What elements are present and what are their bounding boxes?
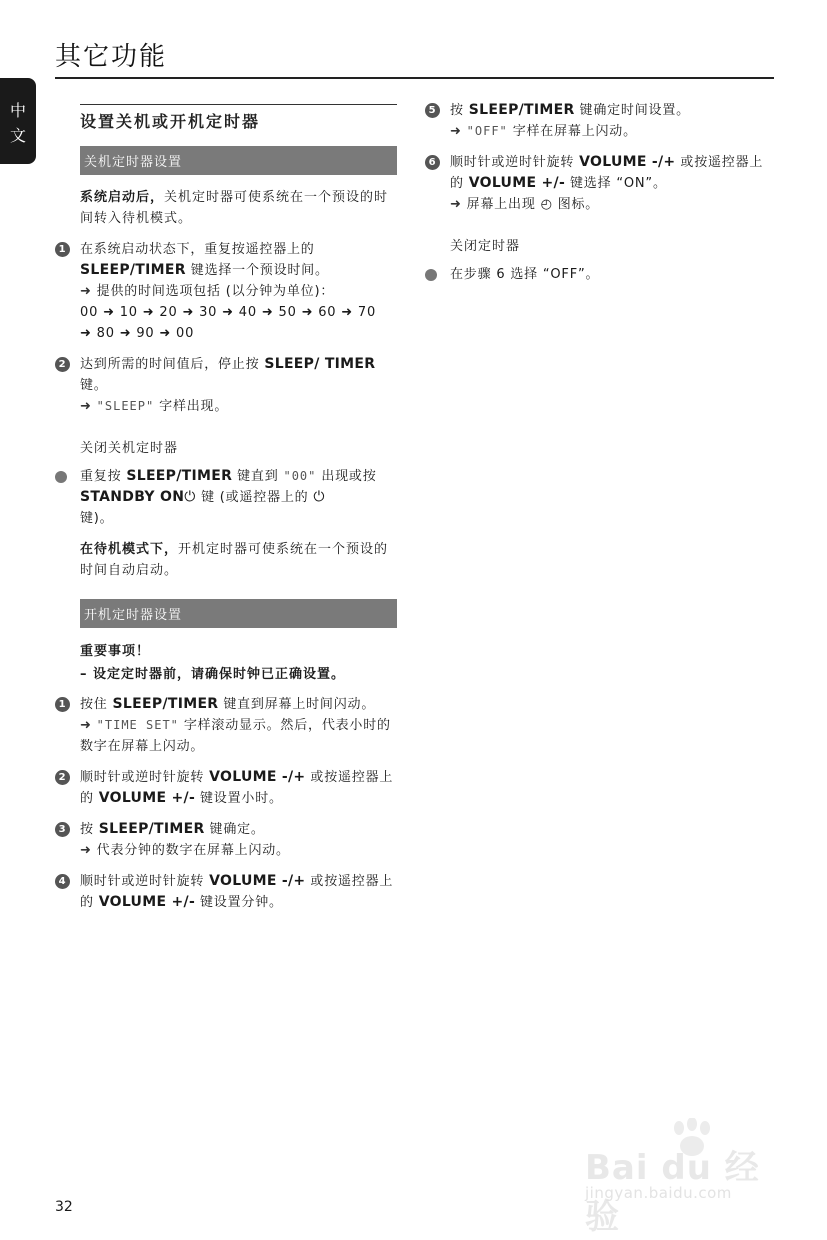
step-text: 代表分钟的数字在屏幕上闪动。 (96, 843, 290, 858)
wake-step-2 (55, 767, 397, 809)
step-text: 屏幕上出现 (466, 197, 536, 212)
sleep-off-subhead: 关闭关机定时器 (80, 441, 179, 456)
arrow-icon: ➜ (80, 718, 92, 733)
step-text: 键确定。 (209, 822, 265, 837)
step-text: 出现或按 (321, 469, 377, 484)
wake-step-4 (55, 871, 397, 913)
step-text: 按住 (80, 697, 108, 712)
timer-off-subhead: 关闭定时器 (450, 239, 521, 254)
arrow-icon: ➜ (450, 197, 462, 212)
power-icon: ⏻ (184, 489, 197, 505)
keyword: SLEEP/TIMER (112, 696, 219, 712)
step-number: 1 (55, 242, 70, 257)
step-text: 键直到 (237, 469, 279, 484)
step-1 (55, 239, 397, 344)
step-text: 提供的时间选项包括 (以分钟为单位)： (96, 284, 335, 299)
lcd-text: "OFF" (466, 124, 508, 138)
step-text: 键确定时间设置。 (579, 103, 690, 118)
keyword: VOLUME +/- (98, 894, 196, 910)
note-heading: 重要事项！ (80, 644, 151, 659)
power-icon: ⏻ (313, 489, 326, 505)
lcd-text: "00" (283, 469, 317, 483)
step-text: 图标。 (557, 197, 600, 212)
keyword: SLEEP/TIMER (126, 468, 233, 484)
bullet-icon (425, 269, 437, 281)
step-text: 字样出现。 (159, 399, 229, 414)
wake-step-5 (425, 100, 775, 142)
step-text: 在系统启动状态下，重复按遥控器上的 (80, 242, 315, 257)
step-number: 6 (425, 155, 440, 170)
time-sequence: ➜ 80 ➜ 90 ➜ 00 (80, 326, 195, 341)
section-title: 设置关机或开机定时器 (80, 112, 261, 131)
watermark-main: Bai du 经验 (585, 1148, 760, 1237)
timer-icon: ◴ (540, 197, 553, 212)
step-text: 按 (450, 103, 464, 118)
bullet-icon (55, 471, 67, 483)
arrow-icon: ➜ (80, 843, 92, 858)
lcd-text: "SLEEP" (96, 399, 155, 413)
page-title: 其它功能 (55, 42, 168, 72)
time-sequence: 00 ➜ 10 ➜ 20 ➜ 30 ➜ 40 ➜ 50 ➜ 60 ➜ 70 (80, 305, 377, 320)
step-text: 顺时针或逆时针旋转 (450, 155, 575, 170)
sleep-intro (80, 187, 397, 229)
timer-off-step (425, 264, 775, 285)
step-text: 键选择 “ON”。 (570, 176, 667, 191)
wake-step-3 (55, 819, 397, 861)
step-text: 重复按 (80, 469, 122, 484)
step-text: 顺时针或逆时针旋转 (80, 874, 205, 889)
title-rule (55, 77, 774, 79)
language-tab (0, 78, 36, 164)
keyword: STANDBY ON (80, 489, 185, 505)
arrow-icon: ➜ (450, 124, 462, 139)
step-text: 键 (或遥控器上的 (201, 490, 309, 505)
step-text: 按 (80, 822, 94, 837)
keyword: VOLUME -/+ (209, 769, 306, 785)
lcd-text: "TIME SET" (96, 718, 179, 732)
step-text: 或按遥控器上的 (80, 874, 394, 910)
step-number: 4 (55, 874, 70, 889)
sleep-intro-text: 关机定时器可使系统在一个预设的时间转入待机模式。 (80, 190, 389, 226)
step-number: 3 (55, 822, 70, 837)
step-text: 键。 (80, 378, 108, 393)
keyword: SLEEP/TIMER (80, 262, 186, 278)
sleep-intro-bold: 系统启动后， (80, 190, 165, 205)
step-2 (55, 354, 397, 417)
arrow-icon: ➜ (80, 399, 92, 414)
section-rule (80, 104, 397, 105)
step-text: 键选择一个预设时间。 (190, 263, 329, 278)
step-text: 键设置分钟。 (200, 895, 283, 910)
sleep-timer-bar: 关机定时器设置 (80, 146, 397, 175)
step-number: 1 (55, 697, 70, 712)
step-text: 键)。 (80, 511, 114, 526)
step-number: 5 (425, 103, 440, 118)
step-text: 字样在屏幕上闪动。 (512, 124, 637, 139)
step-text: 顺时针或逆时针旋转 (80, 770, 205, 785)
arrow-icon: ➜ (80, 284, 92, 299)
step-number: 2 (55, 357, 70, 372)
language-tab-char-2: 文 (9, 126, 26, 145)
standby-intro-bold: 在待机模式下， (80, 542, 179, 557)
watermark-sub: jingyan.baidu.com (585, 1184, 732, 1202)
keyword: VOLUME -/+ (209, 873, 306, 889)
keyword: SLEEP/TIMER (98, 821, 205, 837)
step-text: 键设置小时。 (200, 791, 283, 806)
step-text: 或按遥控器上的 (80, 770, 394, 806)
standby-intro (80, 539, 397, 581)
step-text: 键直到屏幕上时间闪动。 (223, 697, 376, 712)
wake-timer-bar: 开机定时器设置 (80, 599, 397, 628)
page-number: 32 (55, 1199, 73, 1215)
step-text: 或按遥控器上的 (450, 155, 764, 191)
wake-step-1 (55, 694, 397, 757)
step-text: 字样滚动显示。然后，代表小时的数字在屏幕上闪动。 (80, 718, 391, 754)
baidu-watermark (585, 1118, 780, 1237)
step-number: 2 (55, 770, 70, 785)
language-tab-char-1: 中 (9, 101, 26, 120)
left-column (55, 104, 397, 923)
keyword: SLEEP/ TIMER (264, 356, 376, 372)
standby-intro-text: 开机定时器可使系统在一个预设的时间自动启动。 (80, 542, 389, 578)
right-column (425, 100, 775, 295)
keyword: VOLUME +/- (468, 175, 566, 191)
sleep-off-step (55, 466, 397, 529)
step-text: 在步骤 6 选择 “OFF”。 (450, 267, 600, 282)
step-text: 达到所需的时间值后，停止按 (80, 357, 260, 372)
wake-step-6 (425, 152, 775, 215)
note-text: – 设定定时器前，请确保时钟已正确设置。 (80, 667, 346, 682)
keyword: VOLUME -/+ (579, 154, 676, 170)
keyword: SLEEP/TIMER (468, 102, 575, 118)
keyword: VOLUME +/- (98, 790, 196, 806)
